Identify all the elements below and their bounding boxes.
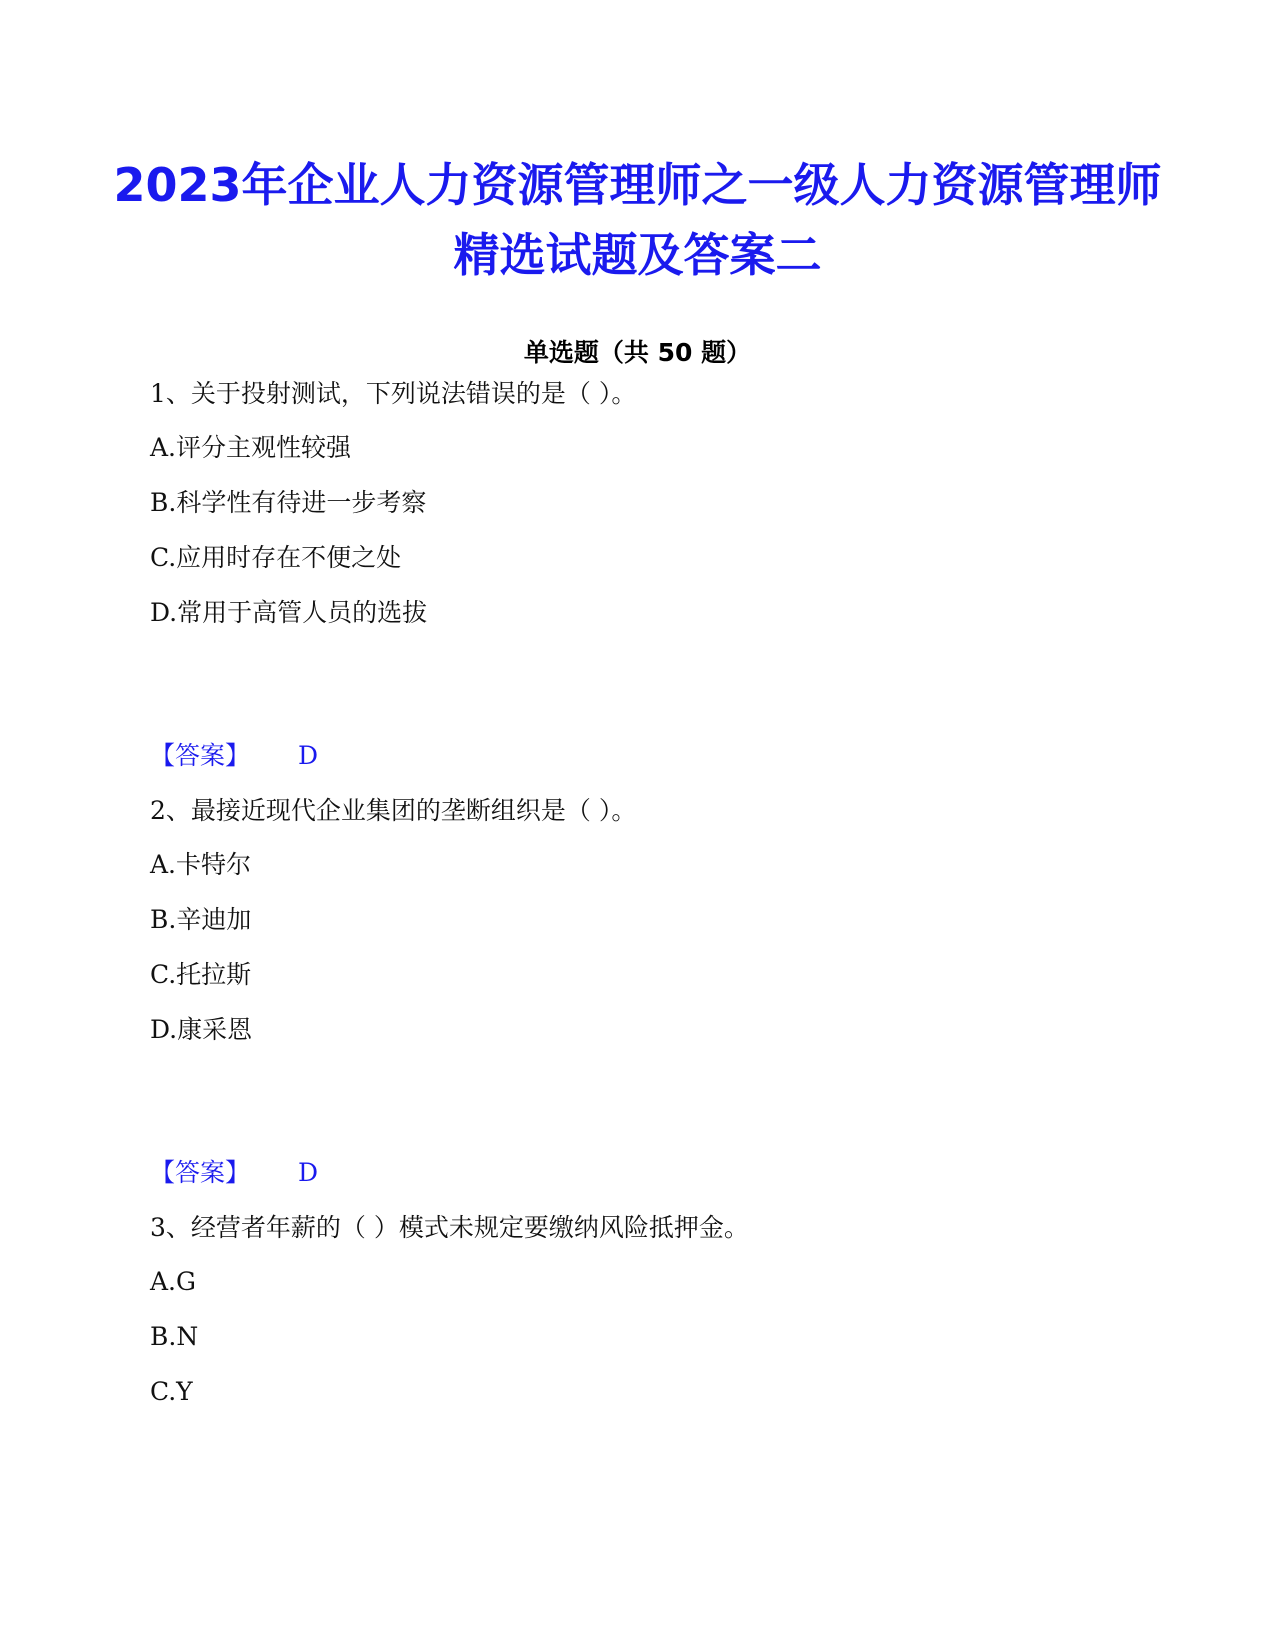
section-heading: 单选题（共 50 题） — [523, 338, 752, 367]
document-title: 2023年企业人力资源管理师之一级人力资源管理师精选试题及答案二 — [113, 158, 1162, 282]
question-3-stem: 3、经营者年薪的（ ）模式未规定要缴纳风险抵押金。 — [150, 1213, 749, 1242]
question-2-option-a: A.卡特尔 — [150, 850, 252, 879]
question-1-answer — [150, 738, 318, 774]
question-1-stem: 1、关于投射测试，下列说法错误的是（ ）。 — [150, 379, 637, 408]
question-2-option-c: C.托拉斯 — [150, 960, 252, 989]
question-2-option-b: B.辛迪加 — [150, 905, 252, 934]
question-3-option-c: C.Y — [150, 1377, 193, 1406]
question-2-answer — [150, 1155, 318, 1191]
answer-value: D — [298, 741, 319, 770]
question-1-option-b: B.科学性有待进一步考察 — [150, 488, 427, 517]
answer-label: 【答案】 — [150, 741, 251, 770]
question-2-stem: 2、最接近现代企业集团的垄断组织是（ ）。 — [150, 796, 637, 825]
question-1-option-d: D.常用于高管人员的选拔 — [150, 598, 428, 627]
question-3-option-b: B.N — [150, 1322, 199, 1351]
answer-value: D — [298, 1158, 319, 1187]
answer-label: 【答案】 — [150, 1158, 251, 1187]
question-3-option-a: A.G — [150, 1267, 196, 1296]
question-2-option-d: D.康采恩 — [150, 1015, 253, 1044]
question-1-option-c: C.应用时存在不便之处 — [150, 543, 402, 572]
question-1-option-a: A.评分主观性较强 — [150, 433, 352, 462]
